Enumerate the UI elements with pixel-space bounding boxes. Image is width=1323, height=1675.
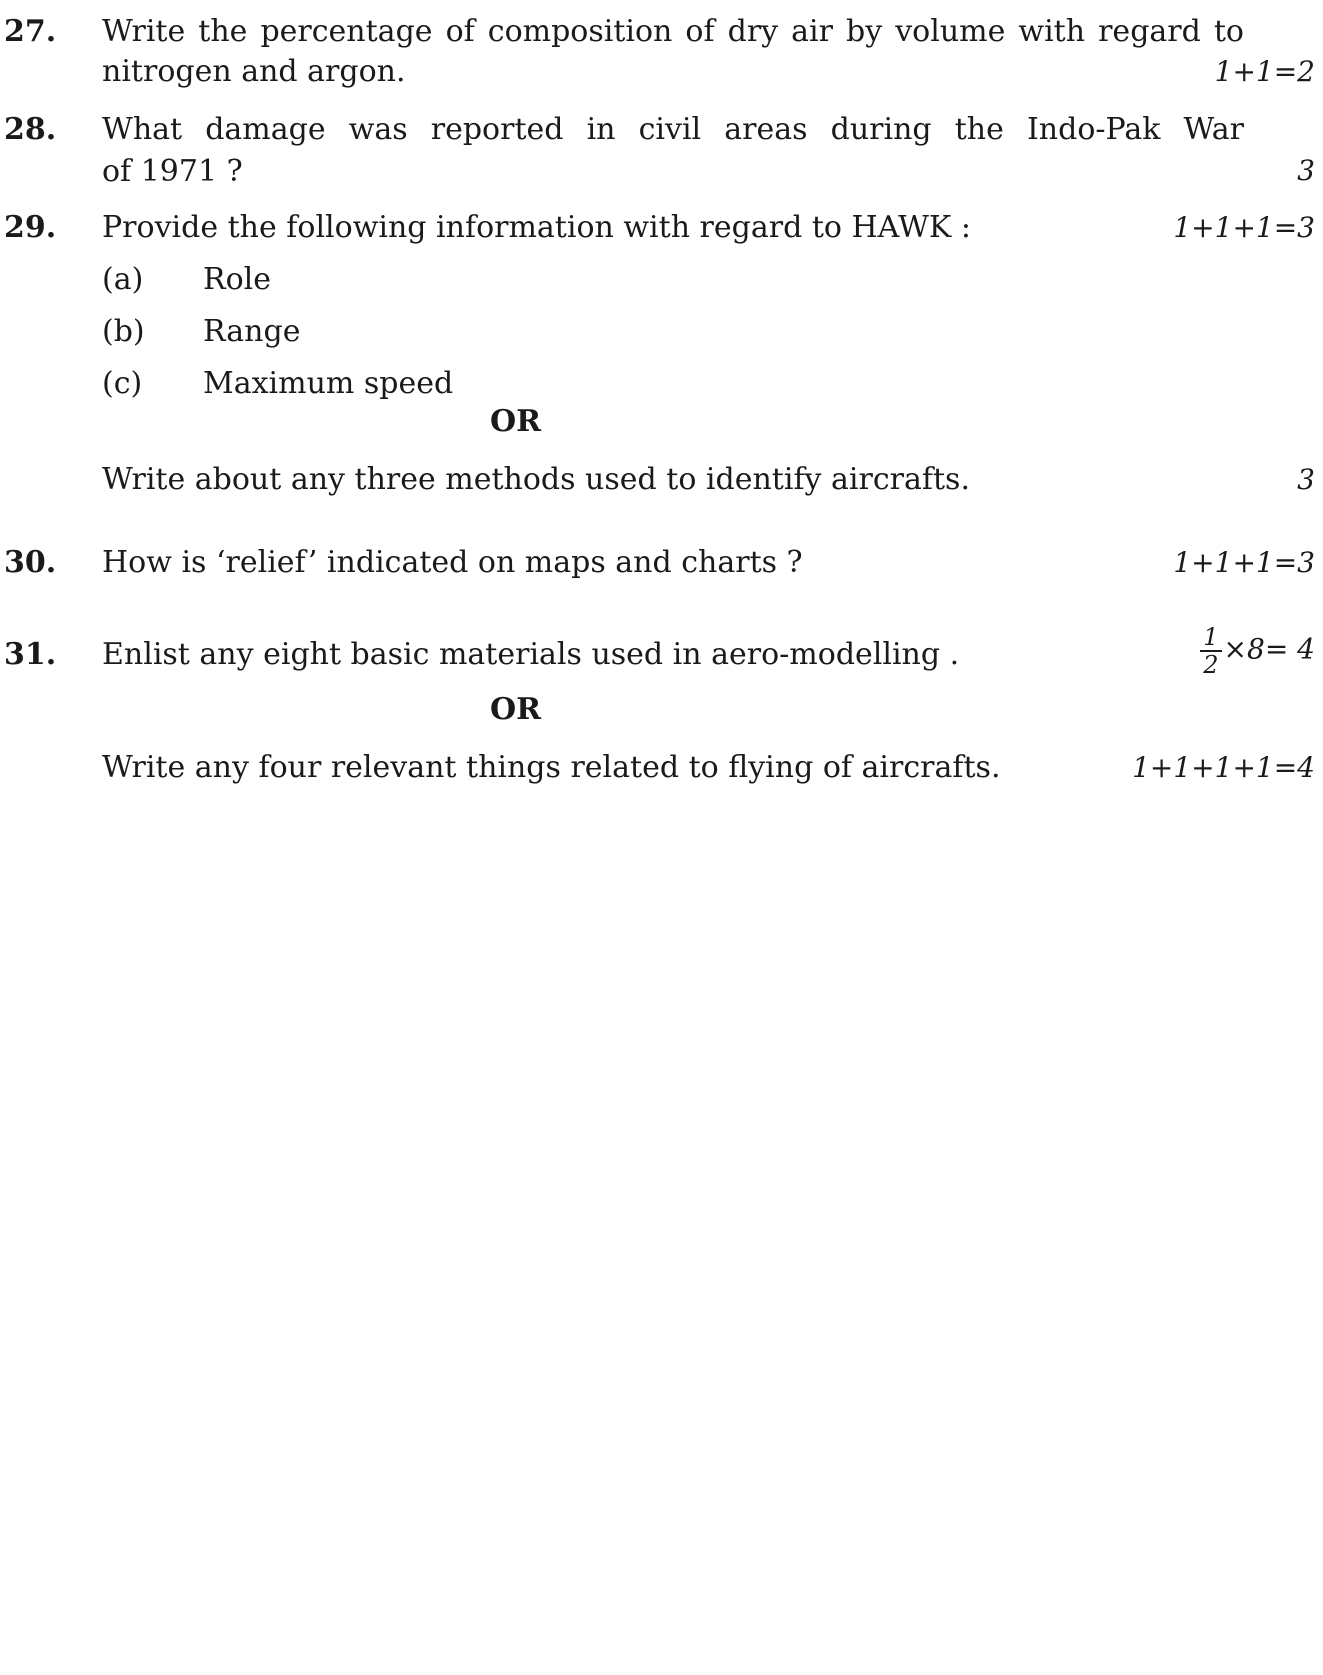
question-number: 31. [4, 637, 57, 672]
question-alt-text: Write any four relevant things related to flying of aircrafts. [102, 750, 1001, 785]
sub-item-text: Maximum speed [203, 366, 454, 401]
question-text: How is ‘relief’ indicated on maps and charts ? [102, 545, 803, 580]
fraction-denominator: 2 [1203, 651, 1219, 679]
question-text: Provide the following information with regard to HAWK : [102, 210, 971, 245]
sub-item-text: Range [203, 314, 301, 349]
marks-label: 1+1+1=3 [1173, 546, 1315, 579]
sub-item-label: (b) [102, 314, 145, 349]
marks-label [1200, 624, 1315, 678]
marks-label: 3 [1297, 154, 1315, 187]
sub-item-label: (a) [102, 262, 144, 297]
marks-label: 1+1+1+1=4 [1132, 751, 1315, 784]
question-text-line: nitrogen and argon. [102, 54, 406, 89]
marks-multiplier: ×8= 4 [1223, 632, 1315, 666]
question-number: 30. [4, 545, 57, 580]
question-alt-text: Write about any three methods used to identify aircrafts. [102, 462, 970, 497]
sub-item-text: Role [203, 262, 271, 297]
question-number: 27. [4, 14, 57, 49]
question-text-line: Write the percentage of composition of dry air by volume with regard to [102, 14, 1244, 49]
marks-label: 1+1+1=3 [1173, 211, 1315, 244]
marks-label: 1+1=2 [1214, 55, 1315, 88]
marks-label: 3 [1297, 463, 1315, 496]
question-text: Enlist any eight basic materials used in aero-modelling . [102, 637, 960, 672]
question-number: 28. [4, 112, 57, 147]
question-text-line: What damage was reported in civil areas during the Indo-Pak War [102, 112, 1244, 147]
or-separator: OR [490, 404, 542, 439]
sub-item-label: (c) [102, 366, 143, 401]
question-number: 29. [4, 210, 57, 245]
fraction [1200, 624, 1221, 678]
question-text-line: of 1971 ? [102, 154, 243, 189]
or-separator: OR [490, 692, 542, 727]
fraction-numerator: 1 [1200, 624, 1221, 652]
